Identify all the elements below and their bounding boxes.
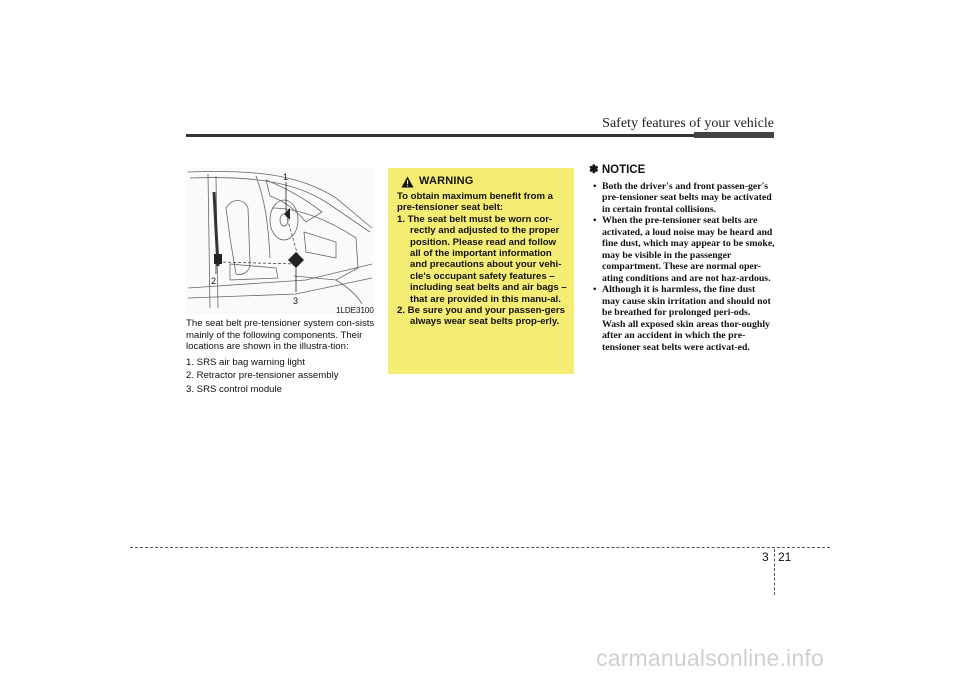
warning-item: 2. Be sure you and your passen-gers always wear seat belts prop-erly. [397,305,565,328]
page-number-divider [774,549,775,595]
component-list-item: 2. Retractor pre-tensioner assembly [186,370,339,382]
notice-item [589,181,775,216]
section-header-title: Safety features of your vehicle [602,116,774,131]
interior-line-drawing [186,168,374,314]
notice-item-text: When the pre-tensioner seat belts are activated, a loud noise may be heard and fine dust, which may appear to be smoke, may be visible in the passenger compartment. These are normal oper-ating conditions and are not haz-ardous. [602,215,775,284]
warning-box [388,168,574,374]
footer-rule [130,547,830,548]
page-number: 21 [778,550,792,564]
header-rule-accent [694,132,774,138]
notice-item-text: Although it is harmless, the fine dust may cause skin irritation and should not be breathed for prolonged peri-ods. Wash all exposed skin areas thor-oughly after an accident in which the pre-tensioner seat belts were activat-ed. [602,284,771,353]
chapter-number: 3 [762,550,769,564]
warning-header [401,176,568,188]
notice-item-text: Both the driver's and front passen-ger's pre-tensioner seat belts may be activated in certain frontal collisions. [602,180,772,215]
notice-item [589,284,775,353]
component-list-item: 1. SRS air bag warning light [186,356,305,368]
intro-paragraph: The seat belt pre-tensioner system con-sists mainly of the following components. Their locations are shown in the illustra-tion: [186,318,375,353]
site-watermark: carmanualsonline.info [596,645,824,671]
component-list-item: 3. SRS control module [186,383,282,395]
warning-triangle-icon [401,176,414,188]
illustration-code: 1LDE3100 [336,306,374,315]
warning-intro: To obtain maximum benefit from a pre-tensioner seat belt: [397,191,554,214]
callout-1: 1 [283,172,289,182]
bullet-icon: • [593,284,597,295]
notice-title: ✽ NOTICE [589,164,646,176]
callout-2: 2 [211,276,217,286]
header-rule [186,134,774,137]
notice-block [589,165,775,353]
warning-item: 1. The seat belt must be worn cor-rectly and adjusted to the proper position. Please read and follow all of the important information and precautions about your vehi-cle's occupant safety features – including seat belts and air bags – that are provided in this manu-al. [397,213,567,305]
vehicle-interior-illustration [186,168,374,314]
notice-item [589,215,775,284]
callout-3: 3 [293,296,299,306]
bullet-icon: • [593,215,597,226]
warning-title: WARNING [419,175,474,188]
intro-text-block [186,318,376,398]
bullet-icon: • [593,180,597,192]
